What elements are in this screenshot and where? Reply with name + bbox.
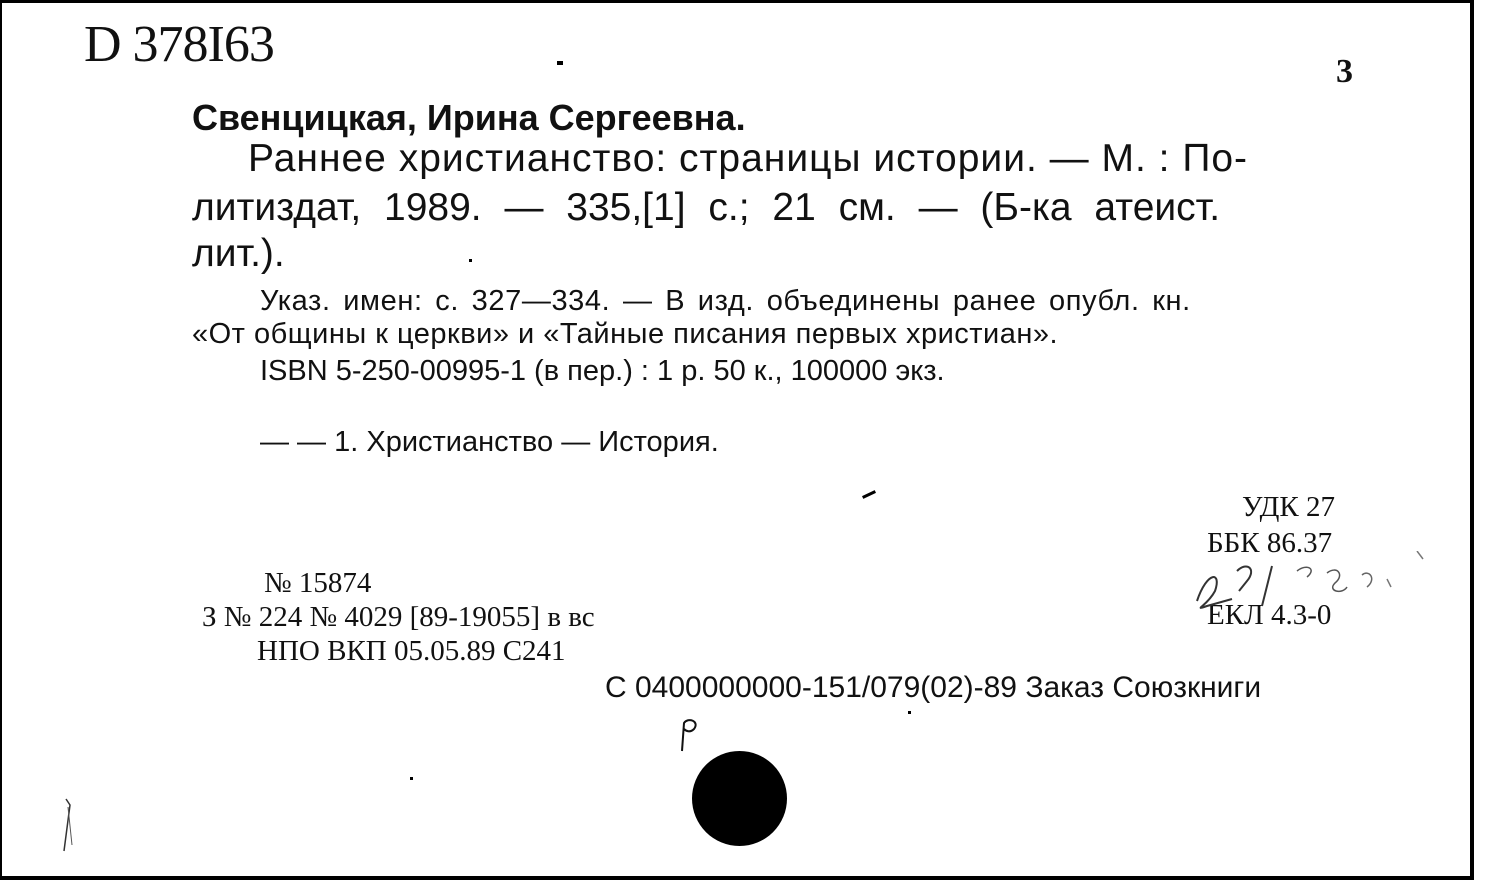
pencil-handwriting (1177, 551, 1437, 631)
speck (469, 259, 472, 262)
corner-mark: 3 (1336, 53, 1353, 90)
note-line-1: Указ. имен: с. 327—334. — В изд. объединены ранее опубл. кн. (260, 285, 1191, 317)
npo-line: НПО ВКП 05.05.89 С241 (257, 635, 566, 667)
speck (862, 490, 876, 499)
title-line-3: лит.). (192, 232, 285, 275)
handwritten-p-mark (674, 715, 704, 755)
pencil-mark (54, 795, 84, 855)
speck (410, 777, 413, 780)
bbk-code: ББК 86.37 (1207, 527, 1333, 559)
speck (908, 711, 911, 714)
subject-heading: — — 1. Христианство — История. (260, 426, 719, 458)
title-line-1: Раннее христианство: страницы истории. — М. : По- (248, 137, 1249, 180)
order-line: С 0400000000-151/079(02)-89 Заказ Союзкниги (605, 671, 1262, 704)
speck (557, 61, 563, 65)
card-number: № 15874 (264, 567, 372, 599)
note-line-2: «От общины к церкви» и «Тайные писания первых христиан». (192, 318, 1059, 350)
z-number-line: З № 224 № 4029 [89-19055] в вс (202, 601, 595, 633)
call-number: D 378I63 (84, 16, 274, 73)
udk-code: УДК 27 (1242, 491, 1335, 523)
punch-hole (692, 751, 787, 846)
author-heading: Свенцицкая, Ирина Сергеевна. (192, 97, 746, 138)
title-line-2: литиздат, 1989. — 335,[1] с.; 21 см. — (Б-ка атеист. (192, 186, 1221, 229)
isbn-line: ISBN 5-250-00995-1 (в пер.) : 1 р. 50 к., 100000 экз. (260, 355, 945, 387)
ekl-code: ЕКЛ 4.3-0 (1207, 599, 1332, 631)
